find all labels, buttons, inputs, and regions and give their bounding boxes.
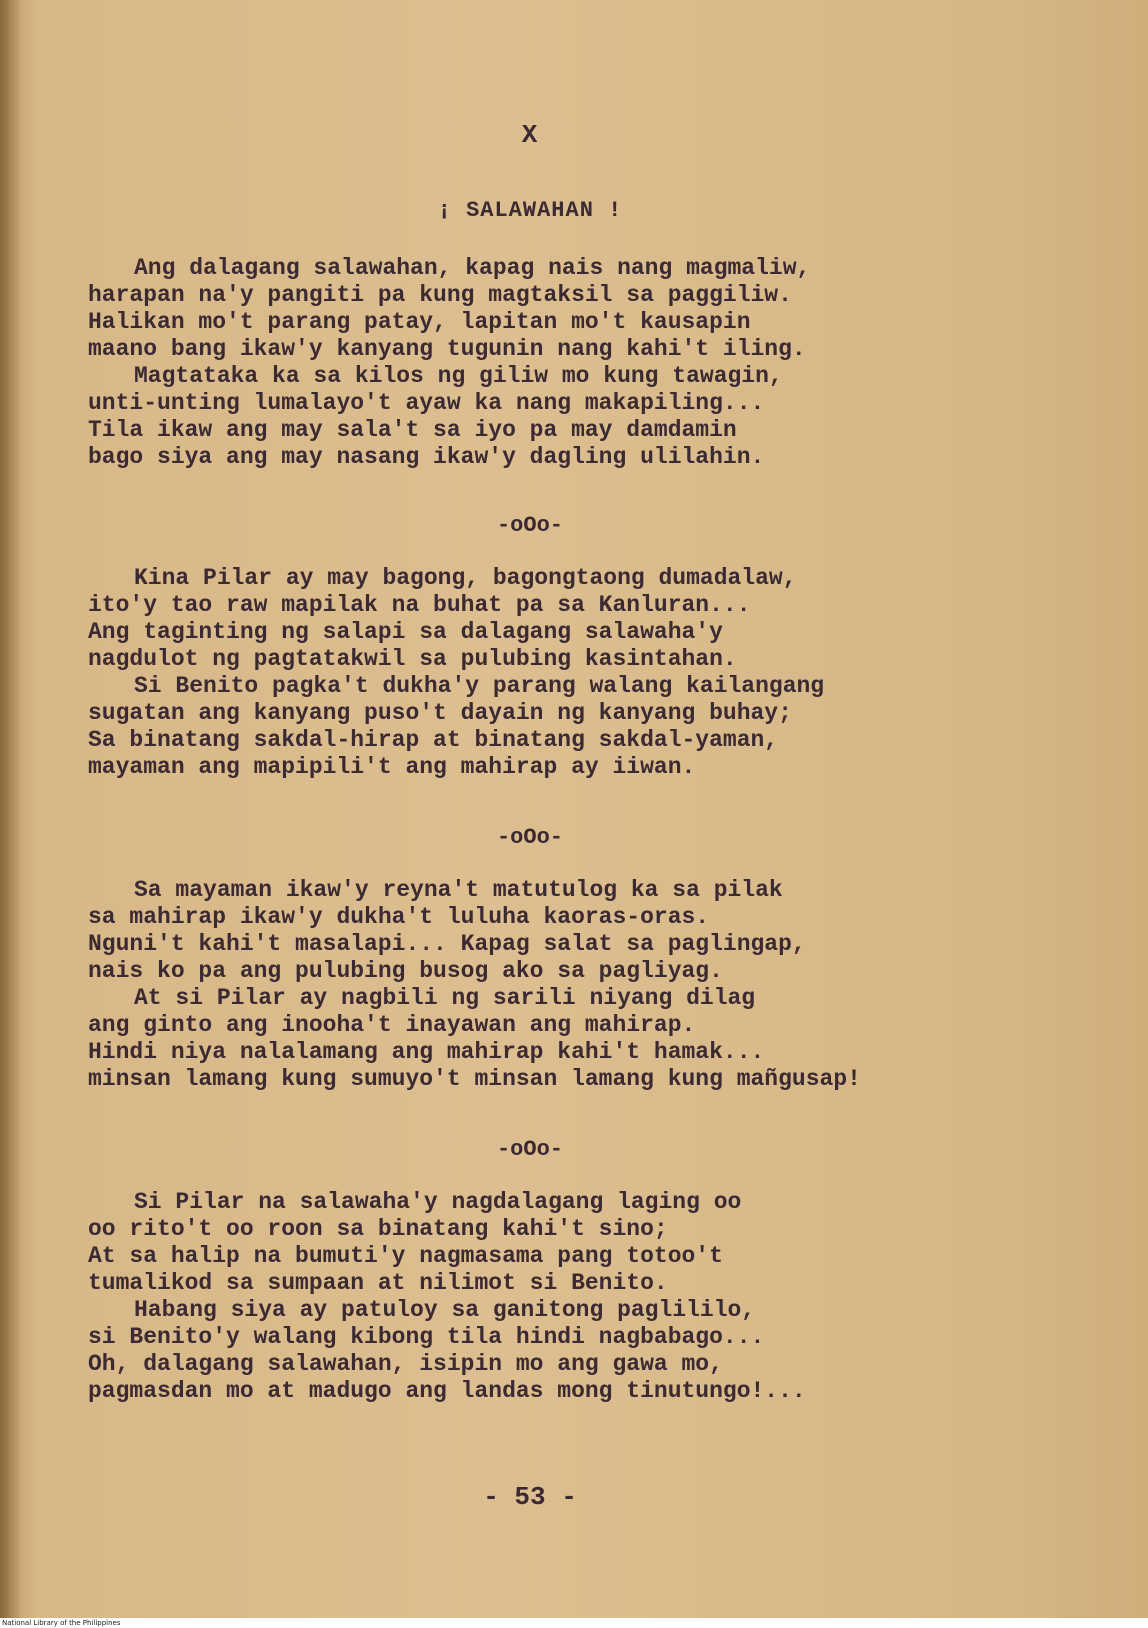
poem-line: nais ko pa ang pulubing busog ako sa pagliyag. [88, 958, 723, 984]
stanza-1 [88, 255, 1078, 471]
poem-line: Oh, dalagang salawahan, isipin mo ang gawa mo, [88, 1351, 723, 1377]
poem-line: Si Benito pagka't dukha'y parang walang kailangang [134, 673, 825, 699]
poem-line: maano bang ikaw'y kanyang tugunin nang kahi't iling. [88, 336, 806, 362]
poem-line: Habang siya ay patuloy sa ganitong paglililo, [134, 1297, 756, 1323]
stanza-2 [88, 565, 1078, 781]
section-divider: -oOo- [496, 513, 563, 538]
page-number: - 53 - [483, 1482, 577, 1512]
poem-line: pagmasdan mo at madugo ang landas mong tinutungo!... [88, 1378, 806, 1404]
poem-line: ito'y tao raw mapilak na buhat pa sa Kanluran... [88, 592, 751, 618]
poem-line: bago siya ang may nasang ikaw'y dagling ulilahin. [88, 444, 765, 470]
book-spine-shadow [0, 0, 22, 1618]
poem-line: sugatan ang kanyang puso't dayain ng kanyang buhay; [88, 700, 792, 726]
poem-line: Si Pilar na salawaha'y nagdalagang laging oo [134, 1189, 742, 1215]
poem-line: Sa binatang sakdal-hirap at binatang sakdal-yaman, [88, 727, 779, 753]
section-divider: -oOo- [496, 825, 563, 850]
poem-title: ¡ SALAWAHAN ! [437, 198, 623, 223]
chapter-number: X [521, 120, 539, 150]
poem-line: Nguni't kahi't masalapi... Kapag salat sa paglingap, [88, 931, 806, 957]
poem-line: ang ginto ang inooha't inayawan ang mahirap. [88, 1012, 696, 1038]
poem-line: mayaman ang mapipili't ang mahirap ay iiwan. [88, 754, 696, 780]
poem-line: Halikan mo't parang patay, lapitan mo't kausapin [88, 309, 751, 335]
poem-line: harapan na'y pangiti pa kung magtaksil sa paggiliw. [88, 282, 792, 308]
section-divider: -oOo- [496, 1137, 563, 1162]
poem-line: Magtataka ka sa kilos ng giliw mo kung tawagin, [134, 363, 783, 389]
poem-line: oo rito't oo roon sa binatang kahi't sino; [88, 1216, 668, 1242]
poem-line: Kina Pilar ay may bagong, bagongtaong dumadalaw, [134, 565, 797, 591]
poem-line: At sa halip na bumuti'y nagmasama pang totoo't [88, 1243, 723, 1269]
poem-line: Ang dalagang salawahan, kapag nais nang magmaliw, [134, 255, 811, 281]
poem-line: Ang taginting ng salapi sa dalagang salawaha'y [88, 619, 723, 645]
poem-line: unti-unting lumalayo't ayaw ka nang makapiling... [88, 390, 765, 416]
poem-line: Sa mayaman ikaw'y reyna't matutulog ka sa pilak [134, 877, 783, 903]
poem-line: Hindi niya nalalamang ang mahirap kahi't hamak... [88, 1039, 765, 1065]
poem-line: minsan lamang kung sumuyo't minsan lamang kung mañgusap! [88, 1066, 861, 1092]
poem-line: At si Pilar ay nagbili ng sarili niyang dilag [134, 985, 756, 1011]
stanza-3 [88, 877, 1078, 1093]
poem-line: sa mahirap ikaw'y dukha't luluha kaoras-oras. [88, 904, 710, 930]
page-content [80, 100, 1080, 1580]
library-footer: National Library of the Philippines [2, 1619, 121, 1627]
stanza-4 [88, 1189, 1078, 1405]
poem-line: si Benito'y walang kibong tila hindi nagbabago... [88, 1324, 765, 1350]
poem-line: Tila ikaw ang may sala't sa iyo pa may damdamin [88, 417, 737, 443]
poem-line: nagdulot ng pagtatakwil sa pulubing kasintahan. [88, 646, 737, 672]
poem-line: tumalikod sa sumpaan at nilimot si Benito. [88, 1270, 668, 1296]
